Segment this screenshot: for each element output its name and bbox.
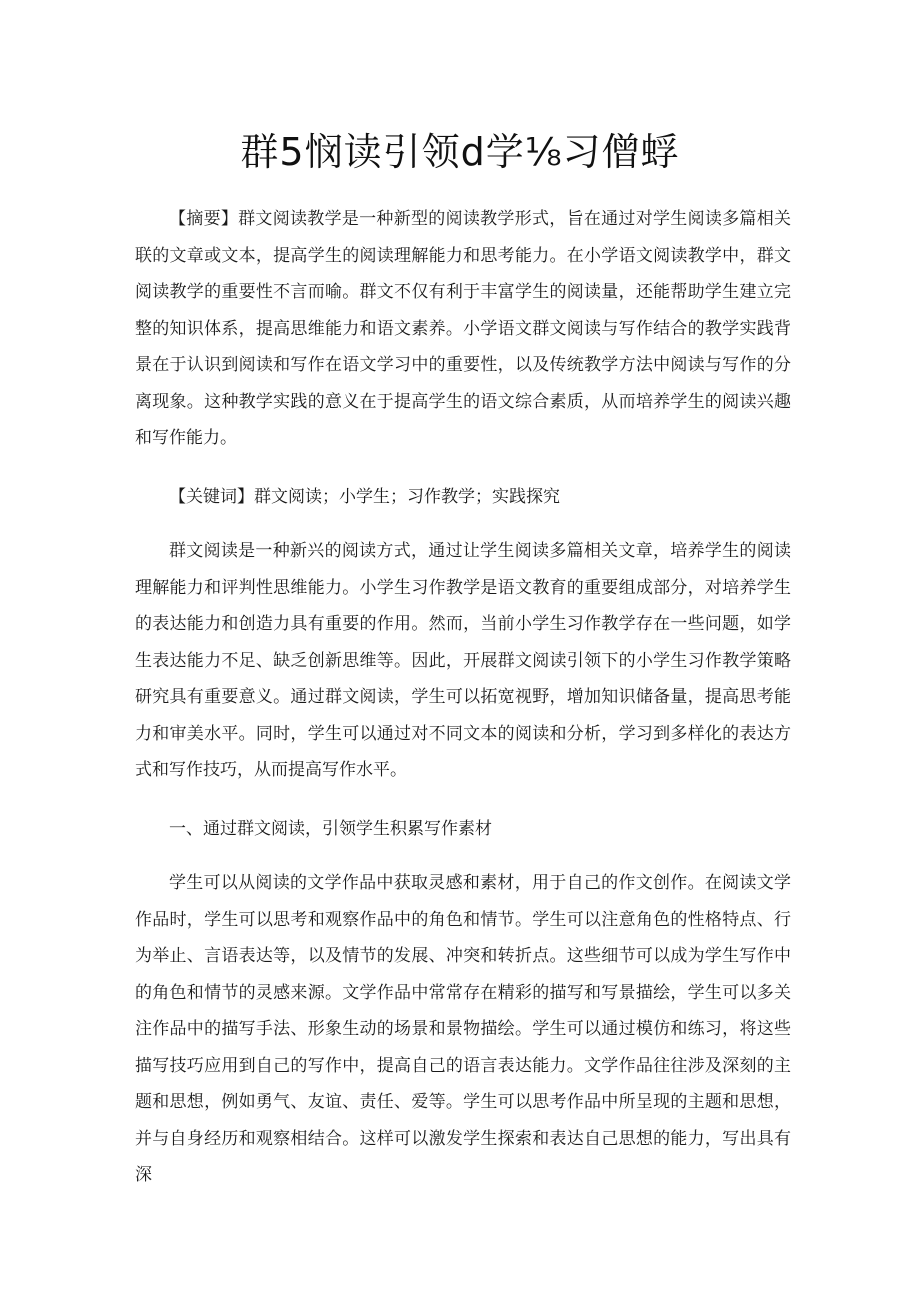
intro-paragraph: 群文阅读是一种新兴的阅读方式，通过让学生阅读多篇相关文章，培养学生的阅读理解能力和评判性思维能力。小学生习作教学是语文教育的重要组成部分，对培养学生的表达能力和创造力具有重要的作用。然而，当前小学生习作教学存在一些问题，如学生表达能力不足、缺乏创新思维等。因此，开展群文阅读引领下的小学生习作教学策略研究具有重要意义。通过群文阅读，学生可以拓宽视野，增加知识储备量，提高思考能力和审美水平。同时，学生可以通过对不同文本的阅读和分析，学习到多样化的表达方式和写作技巧，从而提高写作水平。: [135, 541, 791, 780]
keywords-line: 【关键词】群文阅读；小学生；习作教学；实践探究: [169, 487, 560, 507]
document-title: 群5悯读引领d学⅛习僧蜉: [240, 130, 680, 174]
section-1-paragraph: 学生可以从阅读的文学作品中获取灵感和素材，用于自己的作文创作。在阅读文学作品时，学生可以思考和观察作品中的角色和情节。学生可以注意角色的性格特点、行为举止、言语表达等，以及情节的发展、冲突和转折点。这些细节可以成为学生写作中的角色和情节的灵感来源。文学作品中常常存在精彩的描写和写景描绘，学生可以多关注作品中的描写手法、形象生动的场景和景物描绘。学生可以通过模仿和练习，将这些描写技巧应用到自己的写作中，提高自己的语言表达能力。文学作品往往涉及深刻的主题和思想，例如勇气、友谊、责任、爱等。学生可以思考作品中所呈现的主题和思想，并与自身经历和观察相结合。这样可以激发学生探索和表达自己思想的能力，写出具有深: [135, 873, 791, 1185]
section-heading-1: 一、通过群文阅读，引领学生积累写作素材: [169, 819, 492, 839]
abstract-paragraph: 【摘要】群文阅读教学是一种新型的阅读教学形式，旨在通过对学生阅读多篇相关联的文章或文本，提高学生的阅读理解能力和思考能力。在小学语文阅读教学中，群文阅读教学的重要性不言而喻。群文不仅有利于丰富学生的阅读量，还能帮助学生建立完整的知识体系，提高思维能力和语文素养。小学语文群文阅读与写作结合的教学实践背景在于认识到阅读和写作在语文学习中的重要性，以及传统教学方法中阅读与写作的分离现象。这种教学实践的意义在于提高学生的语文综合素质，从而培养学生的阅读兴趣和写作能力。: [135, 209, 791, 448]
